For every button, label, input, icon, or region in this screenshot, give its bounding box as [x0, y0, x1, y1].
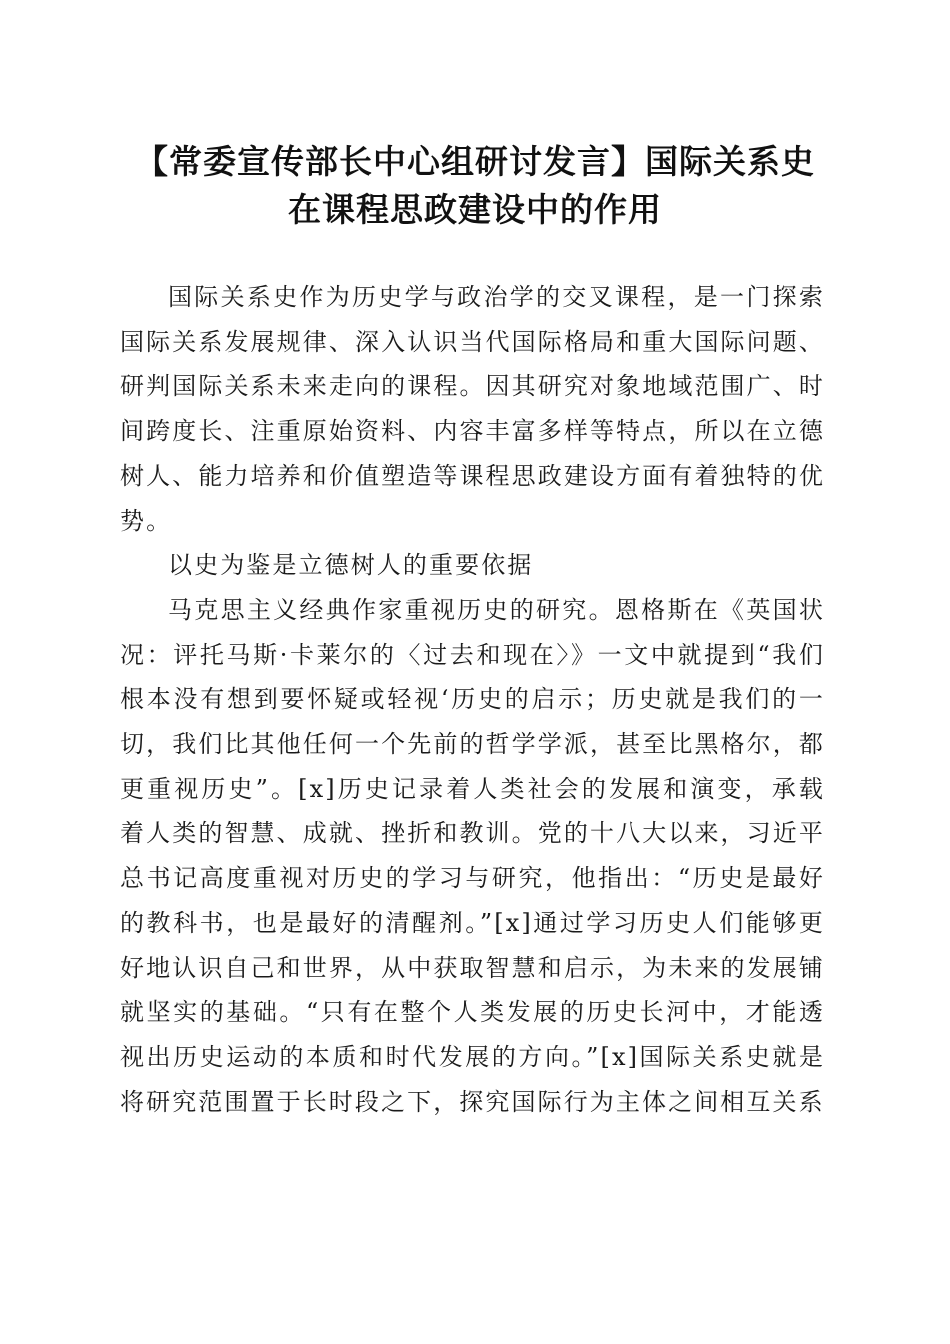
document-body — [120, 275, 825, 1124]
title-line-1: 【常委宣传部长中心组研讨发言】国际关系史 — [135, 142, 815, 181]
paragraph-intro: 国际关系史作为历史学与政治学的交叉课程，是一门探索国际关系发展规律、深入认识当代国际格局和重大国际问题、研判国际关系未来走向的课程。因其研究对象地域范围广、时间跨度长、注重原始资料、内容丰富多样等特点，所以在立德树人、能力培养和价值塑造等课程思政建设方面有着独特的优势。 — [120, 283, 825, 535]
document-title — [100, 138, 850, 234]
section-heading: 以史为鉴是立德树人的重要依据 — [168, 551, 534, 580]
title-line-2: 在课程思政建设中的作用 — [288, 190, 662, 229]
paragraph-history: 马克思主义经典作家重视历史的研究。恩格斯在《英国状况：评托马斯·卡莱尔的〈过去和现在〉》一文中就提到“我们根本没有想到要怀疑或轻视‘历史的启示；历史就是我们的一切，我们比其他任何一个先前的哲学学派，甚至比黑格尔，都更重视历史”。[x]历史记录着人类社会的发展和演变，承载着人类的智慧、成就、挫折和教训。党的十八大以来，习近平总书记高度重视对历史的学习与研究，他指出：“历史是最好的教科书，也是最好的清醒剂。”[x]通过学习历史人们能够更好地认识自己和世界，从中获取智慧和启示，为未来的发展铺就坚实的基础。“只有在整个人类发展的历史长河中，才能透视出历史运动的本质和时代发展的方向。”[x]国际关系史就是将研究范围置于长时段之下，探究国际行为主体之间相互关系 — [120, 595, 825, 1116]
